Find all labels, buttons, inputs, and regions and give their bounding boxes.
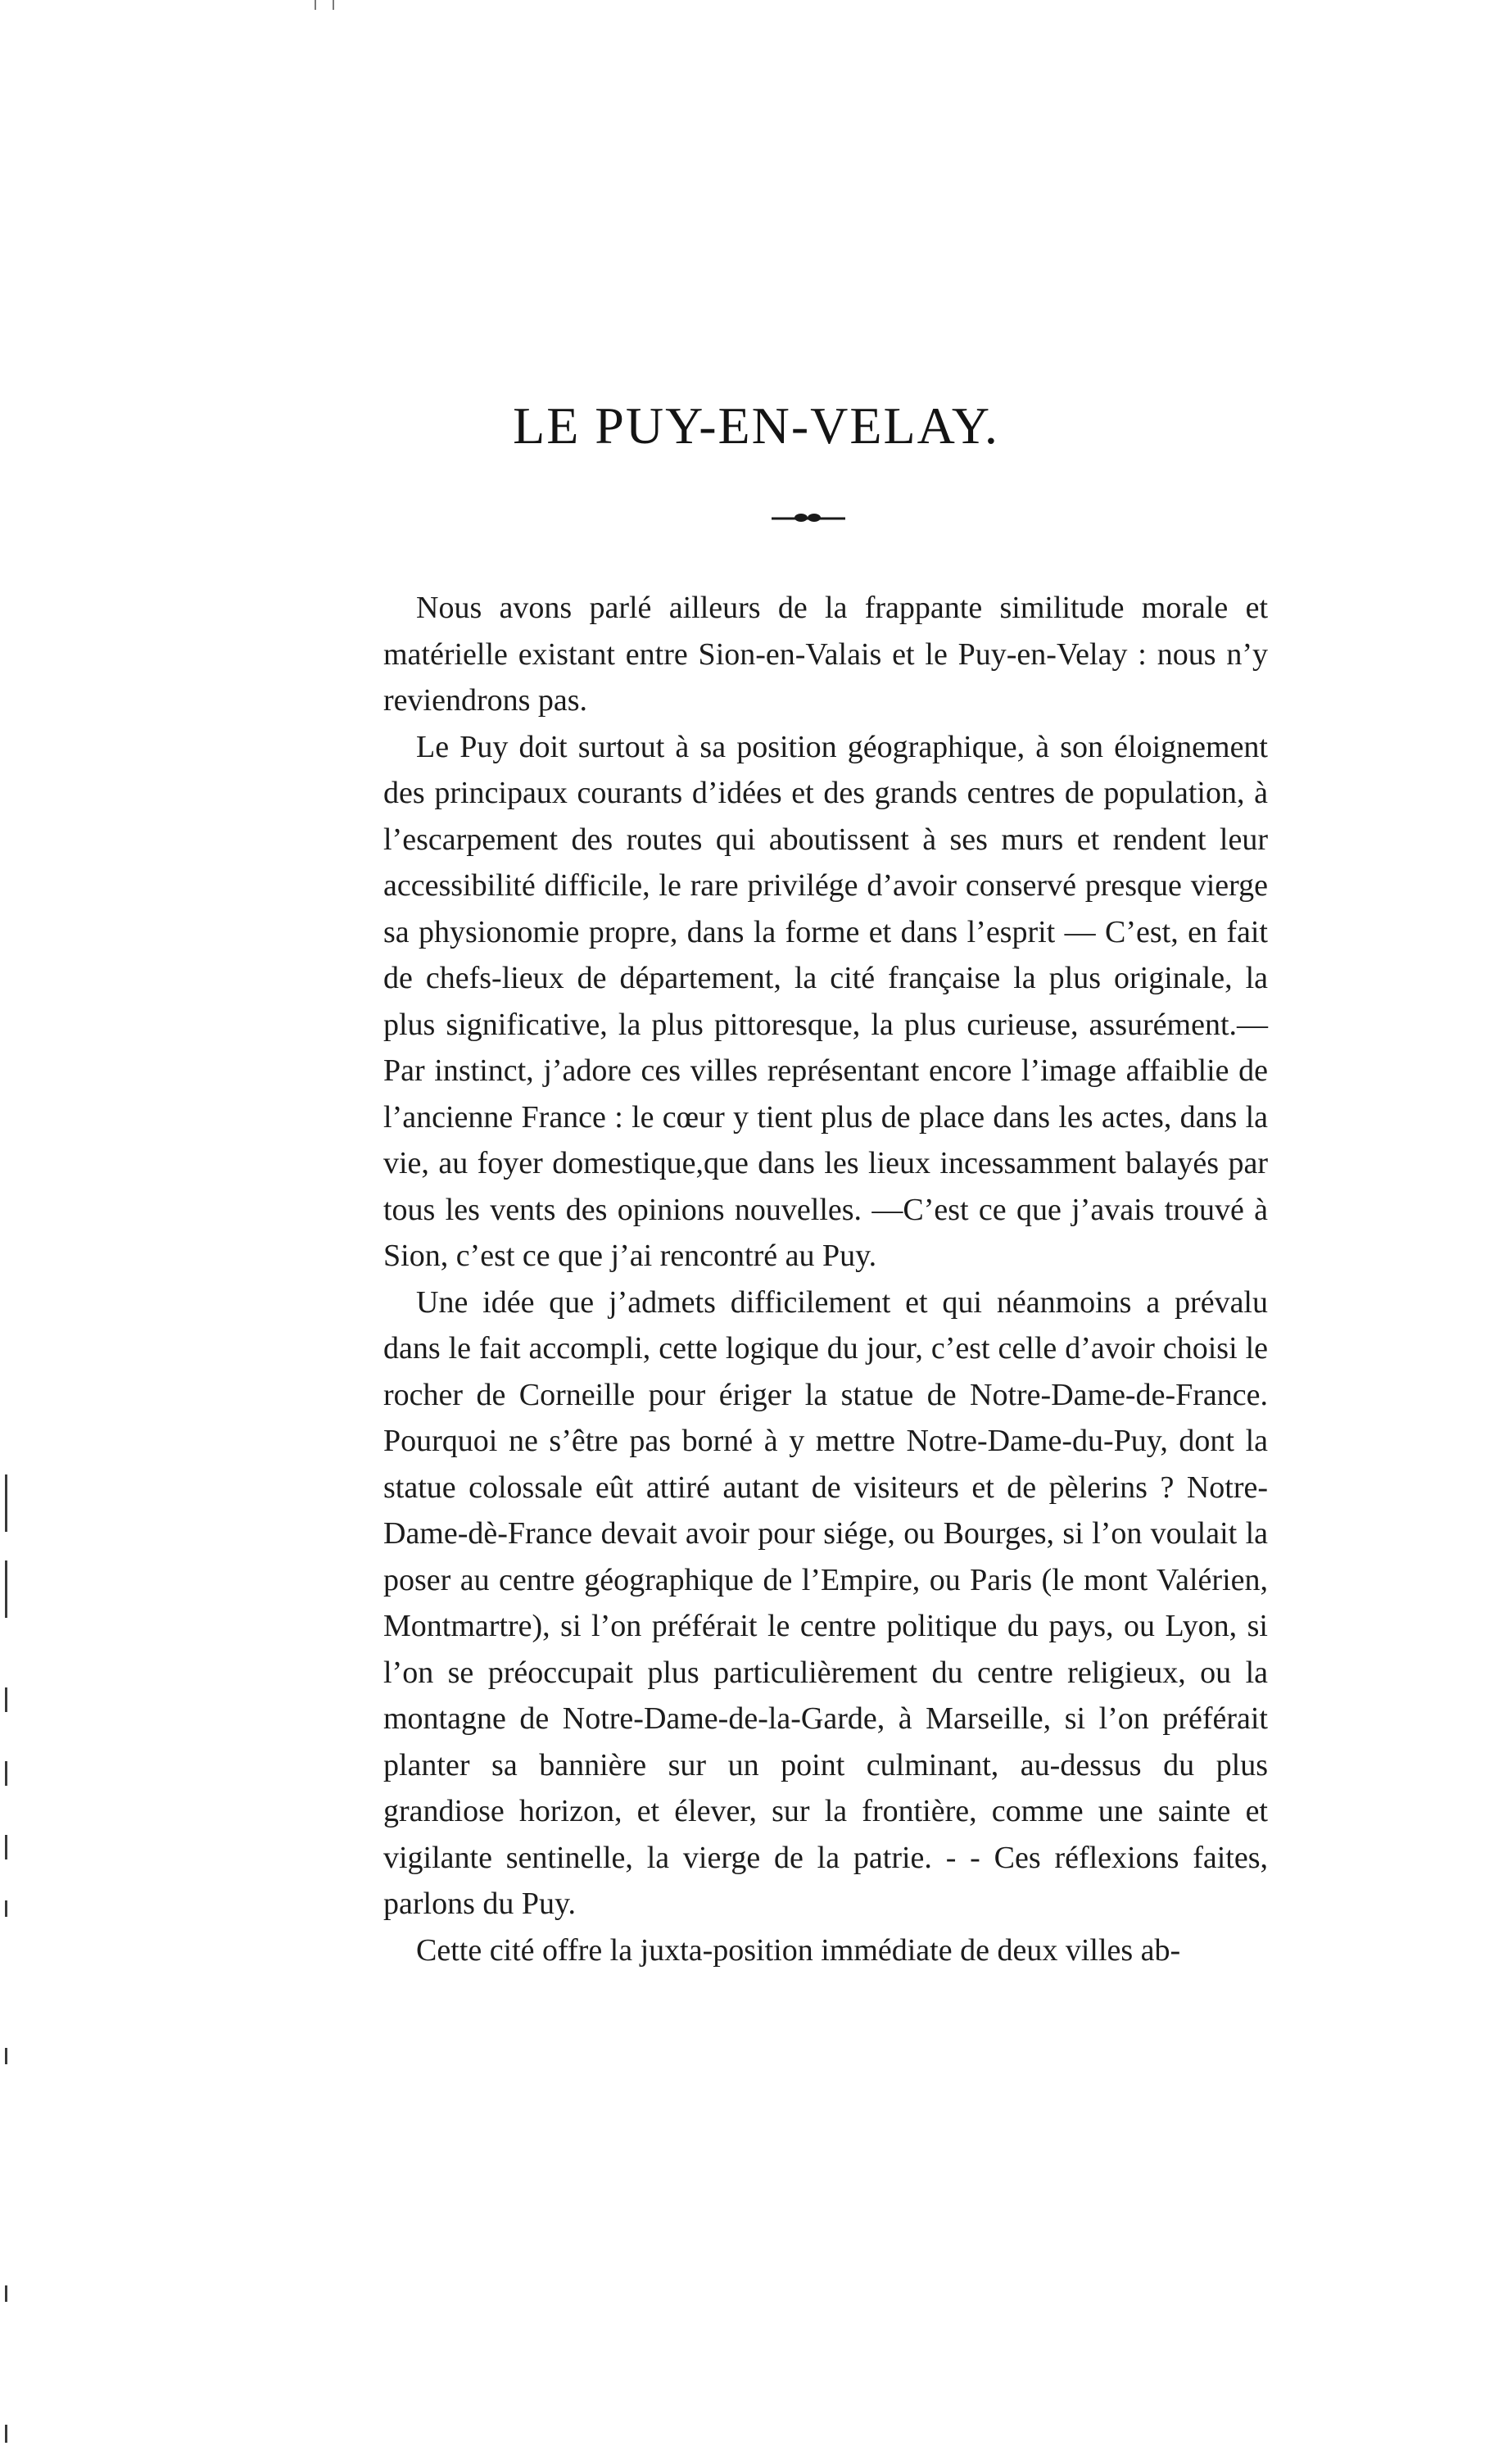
body-text [383,585,1268,1973]
gutter-artifact [5,2048,7,2064]
gutter-artifact [5,1687,7,1712]
gutter-artifact [5,1474,7,1532]
gutter-artifact [5,1761,7,1786]
scan-mark [315,0,316,10]
paragraph: Une idée que j’admets difficilement et qui néanmoins a prévalu dans le fait accompli, cette logique du jour, c’est celle d’avoir choisi le rocher de Corneille pour ériger la statue de Notre-Dame-de-France. Pourquoi ne s’être pas borné à y mettre Notre-Dame-du-Puy, dont la statue colossale eût attiré autant de visiteurs et de pèlerins ? Notre-Dame-dè-France devait avoir pour siége, ou Bourges, si l’on voulait la poser au centre géographique de l’Empire, ou Paris (le mont Valérien, Montmartre), si l’on préférait le centre politique du pays, ou Lyon, si l’on se préoccupait plus particulièrement du centre religieux, ou la montagne de Notre-Dame-de-la-Garde, à Marseille, si l’on préférait planter sa bannière sur un point culminant, au-dessus du plus grandiose horizon, et élever, sur la frontière, comme une sainte et vigilante sentinelle, la vierge de la patrie. - - Ces réflexions faites, parlons du Puy. [383,1284,1268,1921]
gutter-artifact [5,1835,7,1859]
scan-mark [333,0,334,10]
paragraph: Le Puy doit surtout à sa position géographique, à son éloignement des principaux courants d’idées et des grands centres de population, à l’escarpement des routes qui aboutissent à ses murs et rendent leur accessibilité difficile, le rare privilége d’avoir conservé presque vierge sa physionomie propre, dans la forme et dans l’esprit — C’est, en fait de chefs-lieux de département, la cité française la plus originale, la plus significative, la plus pittoresque, la plus curieuse, assurément.—Par instinct, j’adore ces villes représentant encore l’image affaiblie de l’ancienne France : le cœur y tient plus de place dans les actes, dans la vie, au foyer domestique,que dans les lieux incessamment balayés par tous les vents des opinions nouvelles. —C’est ce que j’avais trouvé à Sion, c’est ce que j’ai rencontré au Puy. [383,729,1268,1273]
gutter-artifact [5,1560,7,1618]
gutter-artifact [5,1900,7,1917]
title-ornament-icon [772,511,845,524]
paragraph: Cette cité offre la juxta-position immédiate de deux villes ab- [416,1932,1181,1968]
chapter-title: LE PUY-EN-VELAY. [513,396,999,455]
gutter-artifact [5,2285,7,2302]
paragraph: Nous avons parlé ailleurs de la frappante similitude morale et matérielle existant entre Sion-en-Valais et le Puy-en-Velay : nous n’y reviendrons pas. [383,591,1268,718]
gutter-artifact [5,2425,7,2443]
